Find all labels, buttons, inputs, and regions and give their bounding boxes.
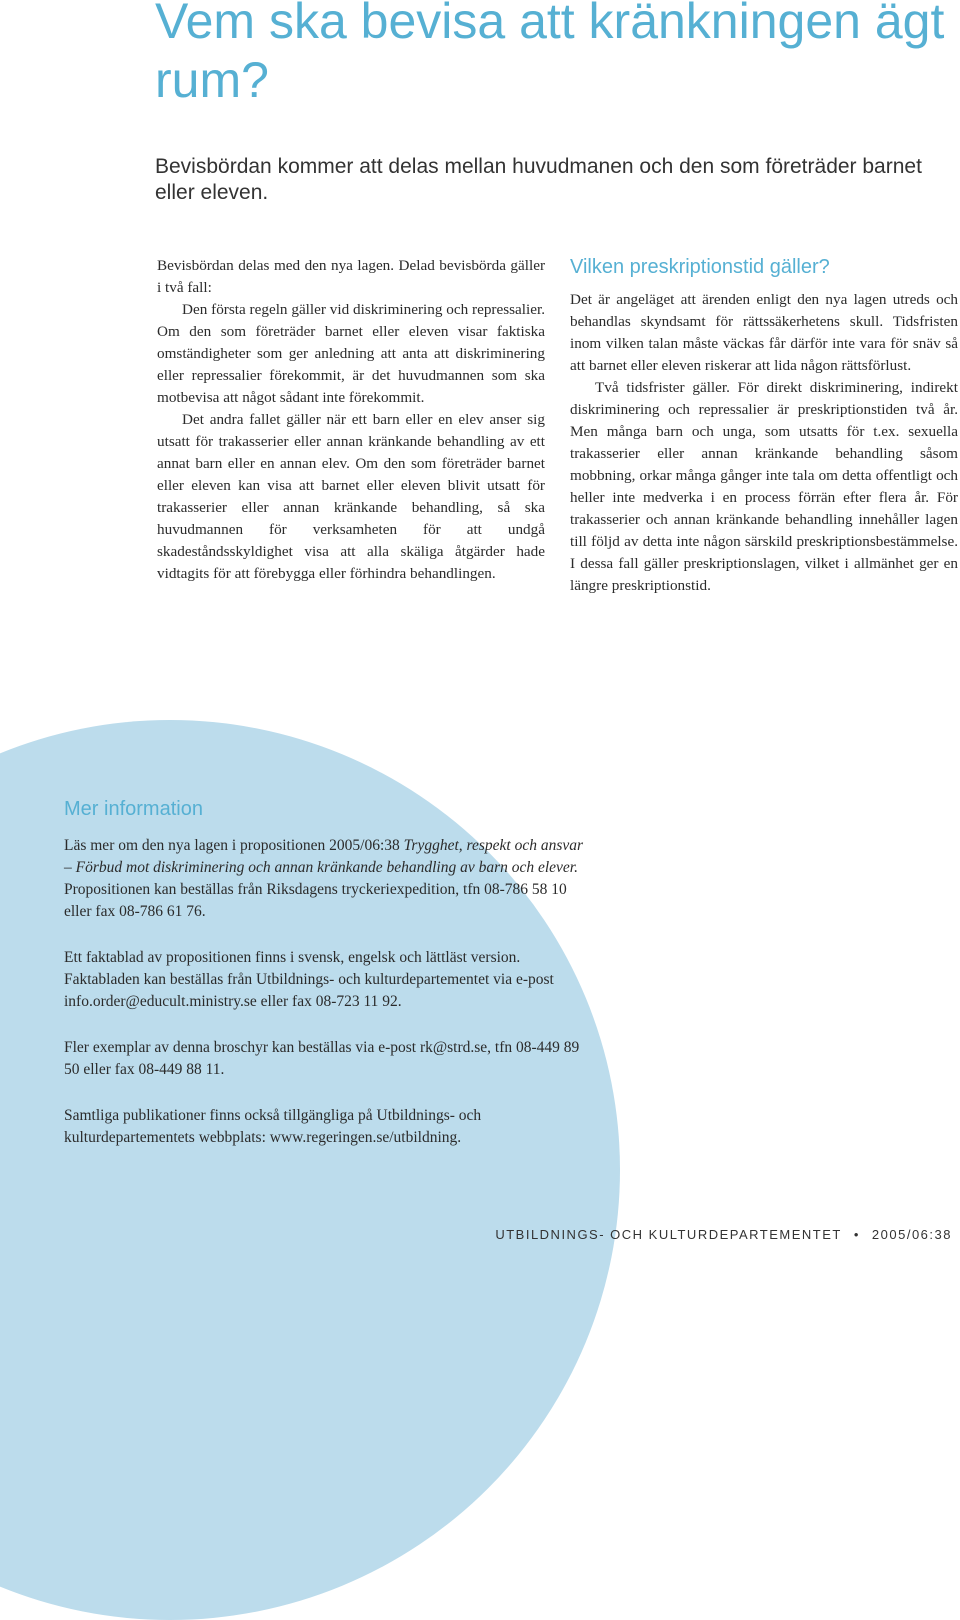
footer-bullet: •: [853, 1227, 860, 1242]
info-paragraph-2: Ett faktablad av propositionen finns i svensk, engelsk och lättläst version. Faktabladen kan beställas från Utbildnings- och kulturdepartementet via e-post info.order@educult.ministry.se eller fax 08-723 11 92.: [64, 949, 554, 1010]
right-paragraph-1: Det är angeläget att ärenden enligt den nya lagen utreds och behandlas skyndsamt för rättssäkerhetens skull. Tidsfristen inom vilken talan måste väckas får därför inte vara för snäv så att barnet eller eleven riskerar att lida någon rättsförlust.: [570, 291, 958, 374]
left-paragraph-2: Det andra fallet gäller när ett barn eller en elev anser sig utsatt för trakasserier eller annan kränkande behandling av ett annat barn eller en annan elev. Om den som företräder barnet eller eleven kan visa att barnet eller eleven blivit utsatt för trakasserier eller annan kränkande behandling, så ska huvudmannen för verksamheten för att undgå skadeståndsskyldighet visa att alla skäliga åtgärder hade vidtagits för att förebygga eller förhindra behandlingen.: [157, 411, 545, 582]
lead-paragraph: Bevisbördan kommer att delas mellan huvudmanen och den som företräder barnet eller eleven.: [155, 155, 922, 204]
left-paragraph-1-body: Den första regeln gäller vid diskriminering och repressalier. Om den som företräder barnet eller eleven visar faktiska omständigheter som ger anledning att anta att diskriminering eller repressalier förekommit, är det huvudmannen som ska motbevisa att något sådant inte förekommit.: [157, 301, 545, 406]
footer-department: UTBILDNINGS- OCH KULTURDEPARTEMENTET: [495, 1227, 842, 1242]
left-paragraph-1-intro: Bevisbördan delas med den nya lagen. Delad bevisbörda gäller i två fall:: [157, 257, 545, 296]
footer-code: 2005/06:38: [871, 1227, 952, 1242]
prescription-heading: Vilken preskriptionstid gäller?: [570, 256, 830, 278]
info-paragraph-1-start: Läs mer om den nya lagen i propositionen 2005/06:38: [64, 837, 404, 854]
left-column: [157, 255, 545, 585]
page-title: Vem ska bevisa att kränkningen ägt rum?: [155, 0, 945, 108]
info-paragraph-3: Fler exemplar av denna broschyr kan beställas via e-post rk@strd.se, tfn 08-449 89 50 eller fax 08-449 88 11.: [64, 1039, 580, 1078]
info-paragraph-1: [64, 835, 584, 923]
left-paragraph-1: [157, 255, 545, 409]
proposition-title: Trygghet, respekt och ansvar – Förbud mot diskriminering och annan kränkande behandling av barn och elever.: [64, 837, 584, 876]
right-paragraph-2: Två tidsfrister gäller. För direkt diskriminering, indirekt diskriminering och repressalier är preskriptionstiden två år. Men många barn och unga, som utsatts för t.ex. sexuella trakasserier eller annan kränkande behandling såsom mobbning, orkar många gånger inte tala om detta offentligt och heller inte medverka i en process förrän efter flera år. För trakasserier och annan kränkande behandling innehåller lagen till följd av detta inte någon särskild preskriptionsbestämmelse. I dessa fall gäller preskriptionslagen, vilket i allmänhet ger en längre preskriptionstid.: [570, 379, 958, 594]
right-column: [570, 255, 958, 597]
footer: [495, 1227, 952, 1242]
info-paragraph-4: Samtliga publikationer finns också tillgängliga på Utbildnings- och kulturdepartementets webbplats: www.regeringen.se/utbildning.: [64, 1107, 482, 1146]
more-info-section: [64, 797, 584, 1173]
more-info-heading: Mer information: [64, 798, 203, 820]
info-paragraph-1-end: Propositionen kan beställas från Riksdagens tryckeriexpedition, tfn 08-786 58 10 eller fax 08-786 61 76.: [64, 881, 567, 920]
